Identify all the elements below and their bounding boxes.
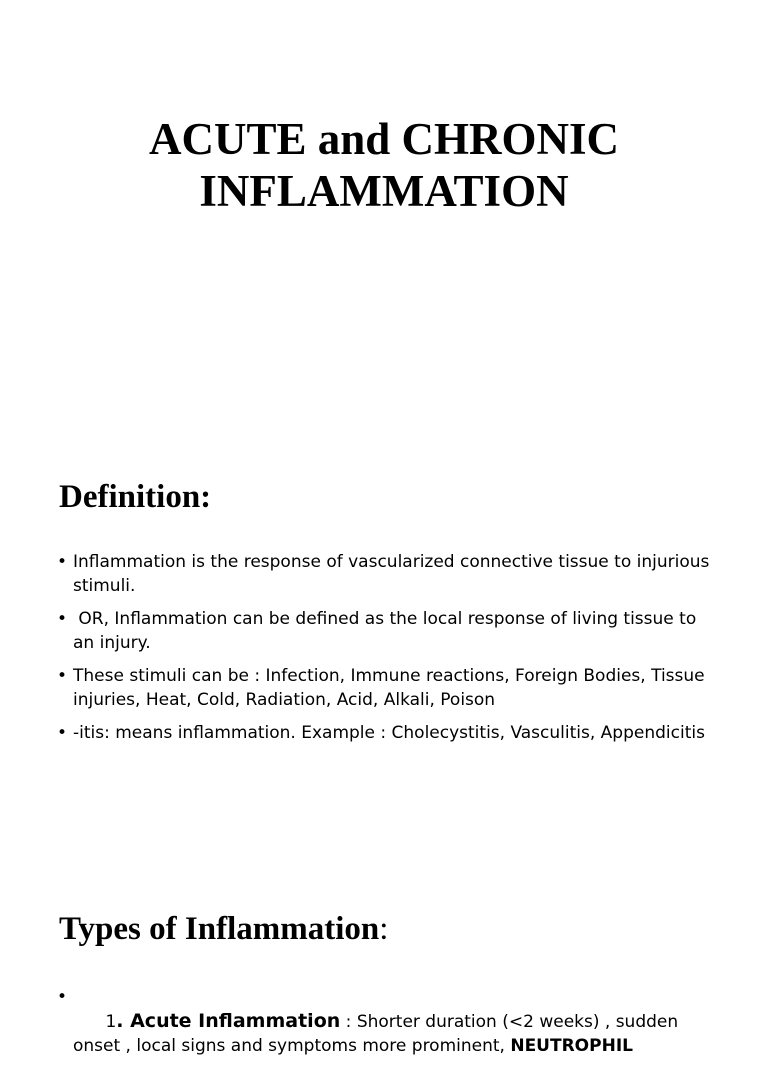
definition-slide <box>0 432 768 864</box>
definition-heading: Definition: <box>59 479 212 515</box>
types-bullet-list <box>57 985 717 1091</box>
title-slide <box>0 0 768 432</box>
acute-description: : Shorter duration (<2 weeks) , sudden onset , local signs and symptoms more prominent, <box>73 1012 684 1056</box>
types-heading <box>59 909 388 949</box>
definition-bullet-text: OR, Inflammation can be defined as the local response of living tissue to an injury. <box>73 609 702 653</box>
bullet-icon: • <box>57 987 68 1007</box>
definition-bullet-item <box>57 550 717 598</box>
bullet-icon: • <box>57 552 68 572</box>
definition-bullet-text: -itis: means inflammation. Example : Cholecystitis, Vasculitis, Appendicitis <box>73 723 705 743</box>
slide-title-line-2: INFLAMMATION <box>199 166 569 216</box>
acute-label: . Acute Inflammation <box>116 1010 341 1032</box>
definition-bullet-list <box>57 550 717 754</box>
slide-title-line-1: ACUTE and CHRONIC <box>148 114 620 164</box>
definition-bullet-item <box>57 664 717 712</box>
definition-bullet-item <box>57 721 717 745</box>
definition-bullet-item <box>57 607 717 655</box>
bullet-icon: • <box>57 723 68 743</box>
types-bullet-item <box>57 985 717 1082</box>
bullet-icon: • <box>57 609 68 629</box>
definition-bullet-text: These stimuli can be : Infection, Immune reactions, Foreign Bodies, Tissue injuries, Heat, Cold, Radiation, Acid, Alkali, Poison <box>73 666 705 710</box>
types-heading-text: Types of Inflammation <box>59 911 380 947</box>
slide-title <box>0 113 768 217</box>
bullet-icon: • <box>57 666 68 686</box>
types-heading-colon: : <box>379 911 389 947</box>
types-slide <box>0 864 768 1056</box>
acute-cell-type: NEUTROPHIL <box>510 1036 633 1056</box>
definition-bullet-text: Inflammation is the response of vascularized connective tissue to injurious stimuli. <box>73 552 710 596</box>
acute-number: 1 <box>105 1012 117 1032</box>
